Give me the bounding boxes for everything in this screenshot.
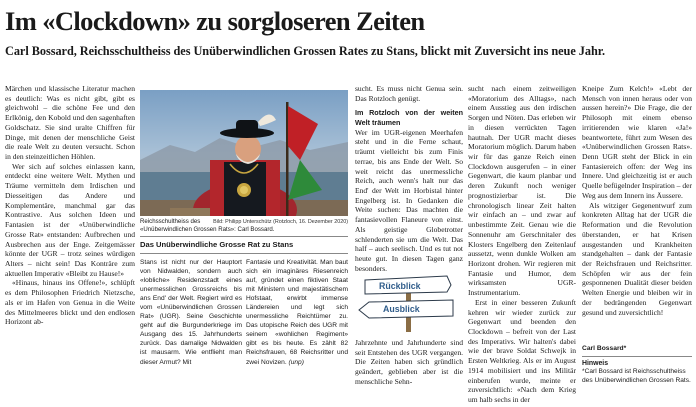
col6-paragraph-2: Als witziger Gegenentwurf zum konkreten Alltag hat der UGR die Reformation und die Revolution überstanden, er hat Krisen ausgestanden und Krankheiten standgehalten – dank der Fantasie der Reichsfrauen und Reichsritter. Schöpfen wir aus der fein gesponnenen Dualität dieser beiden Welten Energie und bleiben wir in der bedrängenden Gegenwart gesund und zuversichtlich! <box>582 200 692 317</box>
sign-rueckblick: Rückblick <box>379 281 421 291</box>
info-box-signature: (unp) <box>288 358 304 366</box>
article-column-4 <box>355 84 463 273</box>
author-footer <box>582 344 692 385</box>
footer-divider <box>582 356 692 357</box>
photo-caption <box>140 218 348 235</box>
col4-intro: sucht. Es muss nicht Genua sein. Das Rotzloch genügt. <box>355 84 463 103</box>
info-box-column-1: Stans ist nicht nur der Hauptort von Nidwalden, sondern auch «lobliche» Residenzstadt eines unermesslichen Grossreichs bis ans End' der Welt. Regiert wird es vom «Unüberwindlichen Grossen Rat» (UGR). Seine Geschichte geht auf die Burgunderkriege im Ausgang des 15. Jahrhunderts zurück. Das damalige Nidwalden ist mausarm. Wie entflieht man dieser Armut? Mit <box>140 259 242 366</box>
col5-paragraph-1: sucht nach einem zeitweiligen «Moratorium des Alltags», nach einem Ausstieg aus den irdischen Sorgen und Nöten. Das erleben wir in diesen verrückten Tagen hautnah. Der UGR macht dieses Moratorium möglich. Darum haben wir für das ganze Reich einen Clockdown ausgerufen – in einer Gegenwart, die kaum planbar und deren Zukunft noch weniger prognostizierbar ist. Die chronologisch linear Zeit halten wir einfach an – und zwar auf unbestimmte Zeit. Genau wie die Sonnenuhr am Gerschnitaler des Klosters Engelberg den Zeitenlauf aussetzt, wenn dunkle Wolken am Horizont drohen. Wir regieren mit Fantasie und Humor, dem wirksamsten UGR-Instrumentarium. <box>468 84 576 298</box>
headline: Im «Clockdown» zu sorgloseren Zeiten <box>5 6 425 36</box>
col6-paragraph-1: Kneipe Zum Kelch!» «Lebt der Mensch von innen heraus oder von aussen herein?» Die Frage, die der Philosoph mit einem ebenso irritierenden wie klaren «Ja!» beantwortete, führt zum Wesen des «Unüberwindlichen Grossen Rats». Denn UGR steht der Blick in ein Fantasiereich offen: der Weg ins Innere. Und gleichzeitig ist er auch Quelle befügelnder Inspiration – der Weg aus dem Innern ins Äussere. <box>582 84 692 200</box>
col5-paragraph-2: Erst in einer besseren Zukunft kehren wir wieder zurück zur Gegenwart und beenden den Clockdown – befreit von der Last des Imperativs. Wir halten's dabei wie der brave Soldat Schwejk in Ersten Weltkrieg. Als er im August 1914 mobilisiert und ins Militär einberufen wurde, meinte er zuversichtlich: «Nach dem Krieg um halb sechs in der <box>468 297 576 404</box>
author-signature: Carl Bossard* <box>582 345 627 352</box>
col4-bottom: Jahrzehnte und Jahrhunderte sind seit Entstehen des UGR vergangen. Die Zeiten haben sich gründlich geändert, geblieben aber ist die menschliche Sehn- <box>355 338 463 386</box>
paragraph-2: Wer sich auf solches einlassen kann, entdeckt eine weitere Welt. Mythen und Träume vermitteln dem Irdischen und Diesseitigen das Andere und Komplementäre, manchmal gar das Kontrastive. Aus solchen Ideen und Fantasien ist der «Unüberwindliche Grosse Rat» entstanden: Aufbrechen und Ausbrechen aus der Enge. Zeitgemässer könnte der UGR – trotz seines würdigen Alters – nicht sein! Das Konträre zum aktuellen Imperativ «Bleibt zu Hause!» <box>5 161 135 278</box>
hint-title: Hinweis <box>582 360 609 367</box>
photo-credit: Bild: Philipp Unterschütz (Rotzloch, 16. Dezember 2020) <box>213 219 348 225</box>
section-subhead: Im Rotzloch von der weiten Welt träumen <box>355 108 463 128</box>
photo-illustration <box>140 90 348 216</box>
signpost-illustration <box>355 270 463 332</box>
article-photo <box>140 90 348 216</box>
info-box-text: Fantasie und Kreativität. Man baut sich ein imaginäres Riesenreich auf, gründet einen fiktiven Staat mit Ministern und majestätischem Hofstaat, erwirbt immense Ländereien und legt sich unermessliche Reichtümer zu. Das utopische Reich des UGR mit seinem «wohlichen Regiment» gibt es bis heute. Es zählt 82 Reichsfrauen, 68 Reichsritter und zwei Novizen. <box>246 259 348 366</box>
paragraph-1: Märchen und klassische Literatur machen es deutlich: Was es nicht gibt, gibt es gleichwohl – die schöne Fee und den Erlkönig, den Kobold und den sagenhaften Goldschatz. Sie sind uralte Chiffren für Dinge, mit denen der menschliche Geist die reale Welt zu deuten versucht. Schon in den steinzeitlichen Höhlen. <box>5 84 135 162</box>
subheadline: Carl Bossard, Reichsschultheiss des Unüberwindlichen Grossen Rates zu Stans, blickt mit Zuversicht ins neue Jahr. <box>5 44 606 58</box>
article-column-1 <box>5 84 135 327</box>
info-box-heading: Das Unüberwindliche Grosse Rat zu Stans <box>140 236 348 254</box>
sign-ausblick: Ausblick <box>383 304 420 314</box>
paragraph-3: «Hinaus, hinaus ins Offene!», schlüpft es dem Philosophen Friedrich Nietzsche, als er im Hafen von Genua in die Weite des Mittelmeeres blickt und den endlosen Horizont ab- <box>5 278 135 327</box>
col4-paragraph: Wer im UGR-eigenen Meerhafen steht und in die Ferne schaut, träumt vielleicht bis zum Finis terrae, bis ans Ende der Welt. So weit reicht das unermessliche Reich, auch wenn's halt nur das End' der Welt im Horbistal hinter Engelberg ist. In Gedanken die Weite suchen: Das machten die fantasievollen Flaneure von einst. Als geistige Globetrotter schlenderten sie um die Welt. Das half – auch seelisch. Und es tut not heute gut. In diesen Tagen ganz besonders. <box>355 127 463 273</box>
caption-text: Reichsschultheiss des «Unüberwindlichen Grossen Rats»: Carl Bossard. <box>140 218 275 234</box>
hint-text: *Carl Bossard ist Reichsschultheiss des Unüberwindlichen Grossen Rats. <box>582 368 691 384</box>
article-column-5 <box>468 84 576 405</box>
article-column-6 <box>582 84 692 317</box>
info-box-column-2 <box>246 258 348 367</box>
